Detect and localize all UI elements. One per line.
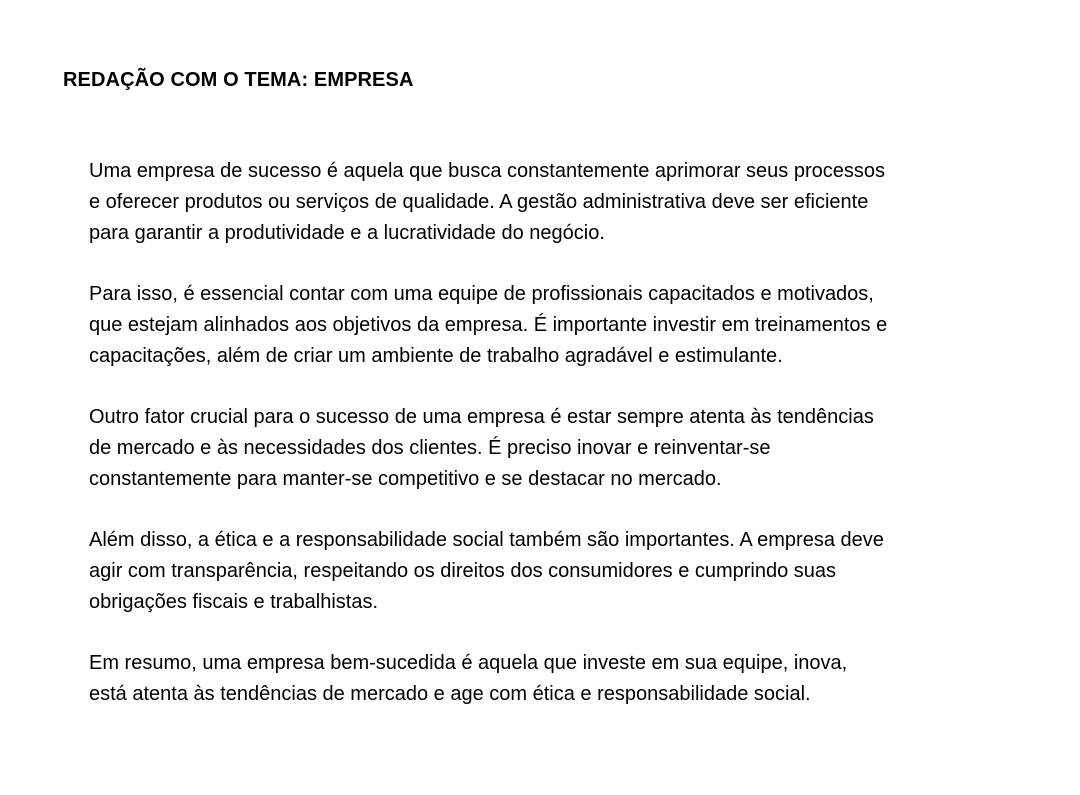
paragraph-line: agir com transparência, respeitando os direitos dos consumidores e cumprindo suas	[89, 560, 837, 582]
paragraph-line: de mercado e às necessidades dos clientes. É preciso inovar e reinventar-se	[89, 437, 771, 459]
paragraph-line: Outro fator crucial para o sucesso de uma empresa é estar sempre atenta às tendências	[89, 406, 874, 428]
paragraph-line: capacitações, além de criar um ambiente de trabalho agradável e estimulante.	[89, 345, 783, 367]
paragraph-line: para garantir a produtividade e a lucratividade do negócio.	[89, 222, 605, 244]
paragraph-3	[63, 402, 1028, 495]
paragraph-4	[63, 525, 1028, 618]
paragraph-line: está atenta às tendências de mercado e age com ética e responsabilidade social.	[89, 683, 811, 705]
paragraph-line: obrigações fiscais e trabalhistas.	[89, 591, 379, 613]
paragraph-5	[63, 648, 1028, 710]
paragraph-2	[63, 279, 1028, 372]
paragraph-line: Uma empresa de sucesso é aquela que busca constantemente aprimorar seus processos	[89, 160, 885, 182]
document-title: REDAÇÃO COM O TEMA: EMPRESA	[63, 69, 414, 91]
paragraph-1	[63, 156, 1028, 249]
paragraph-line: constantemente para manter-se competitivo e se destacar no mercado.	[89, 468, 722, 490]
paragraph-line: Em resumo, uma empresa bem-sucedida é aquela que investe em sua equipe, inova,	[89, 652, 848, 674]
essay-body	[63, 156, 1028, 740]
paragraph-line: que estejam alinhados aos objetivos da empresa. É importante investir em treinamentos e	[89, 314, 888, 336]
paragraph-line: Além disso, a ética e a responsabilidade social também são importantes. A empresa deve	[89, 529, 884, 551]
paragraph-line: Para isso, é essencial contar com uma equipe de profissionais capacitados e motivados,	[89, 283, 874, 305]
paragraph-line: e oferecer produtos ou serviços de qualidade. A gestão administrativa deve ser eficiente	[89, 191, 869, 213]
